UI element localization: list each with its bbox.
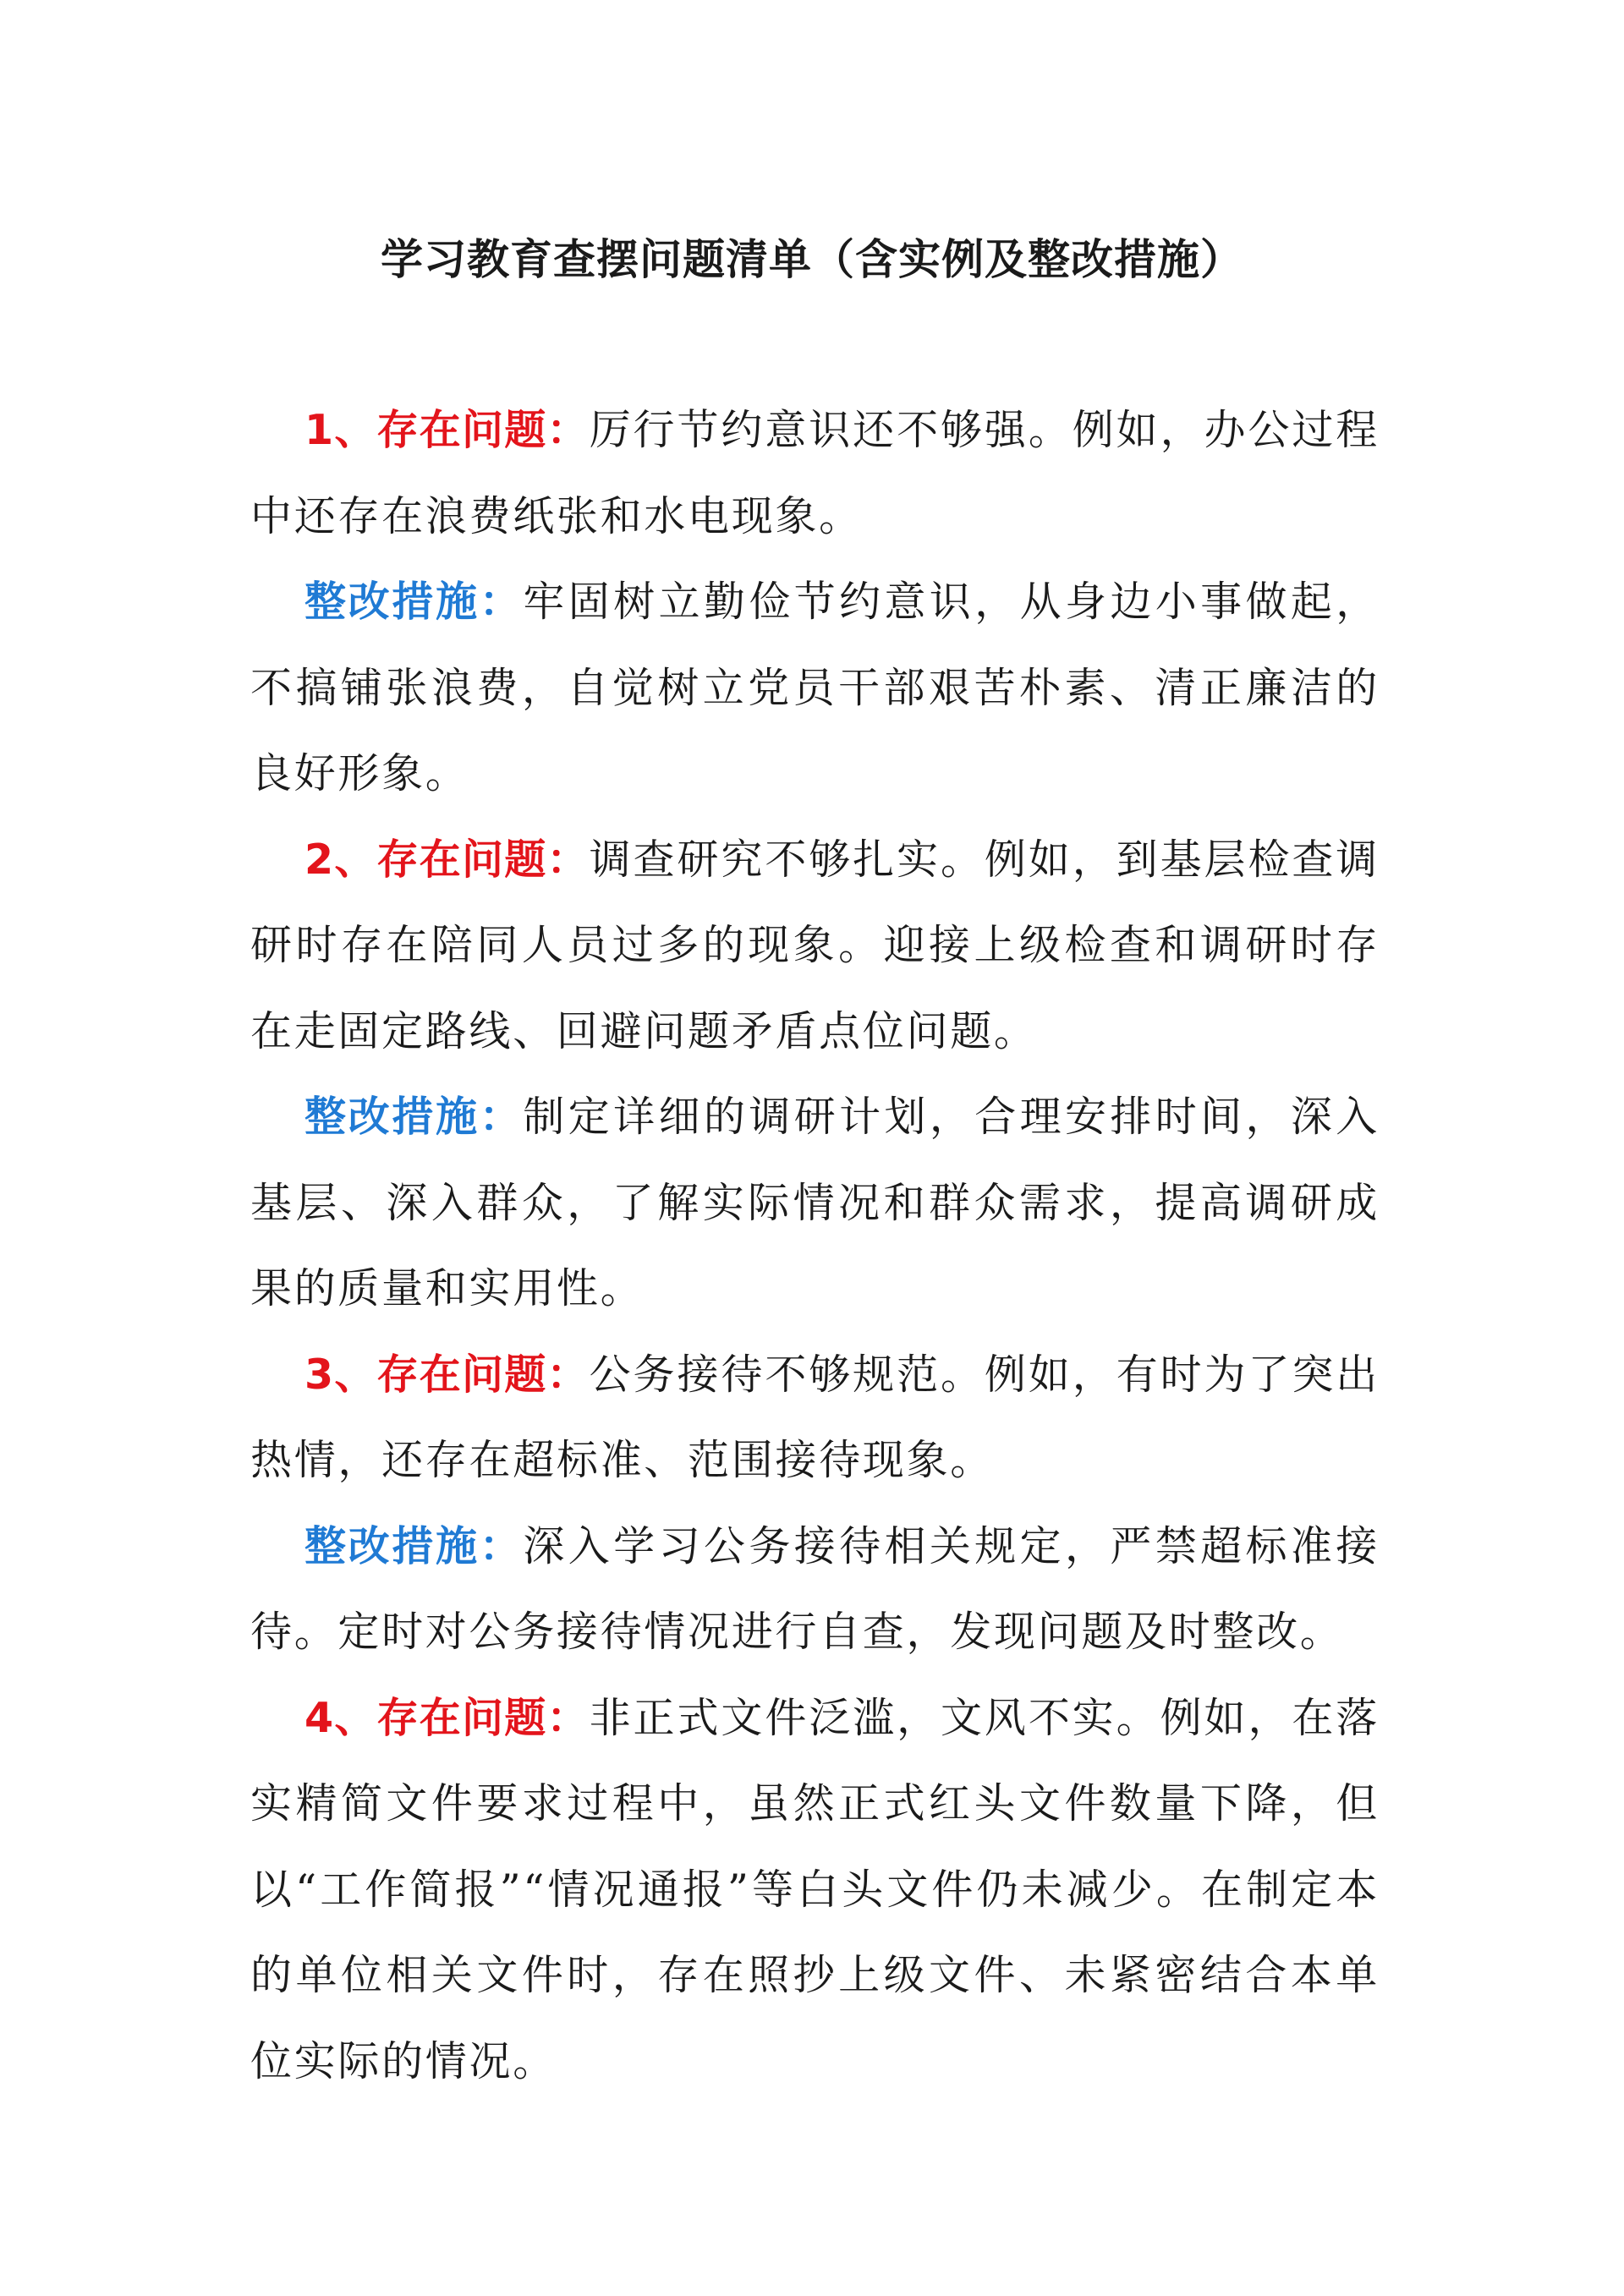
fix-text-1: 牢固树立勤俭节约意识，从身边小事做起，不搞铺张浪费，自觉树立党员干部艰苦朴素、清正廉洁的良好形象。	[250, 578, 1380, 797]
fix-label-1: 整改措施：	[304, 578, 524, 626]
document-title: 学习教育查摆问题清单（含实例及整改措施）	[381, 235, 1243, 284]
fix-text-2: 制定详细的调研计划，合理安排时间，深入基层、深入群众，了解实际情况和群众需求，提高调研成果的质量和实用性。	[250, 1093, 1380, 1312]
problem-label-4: 4、存在问题：	[304, 1693, 590, 1742]
fix-text-3: 深入学习公务接待相关规定，严禁超标准接待。定时对公务接待情况进行自查，发现问题及时整改。	[250, 1521, 1380, 1656]
problem-text-4: 非正式文件泛滥，文风不实。例如，在落实精简文件要求过程中，虽然正式红头文件数量下降，但以“工作简报”“情况通报”等白头文件仍未减少。在制定本的单位相关文件时，存在照抄上级文件、未紧密结合本单位实际的情况。	[250, 1693, 1380, 2085]
problem-label-2: 2、存在问题：	[304, 835, 590, 884]
problem-paragraph-1	[250, 387, 1380, 559]
problem-label-3: 3、存在问题：	[304, 1350, 590, 1399]
fix-paragraph-2	[250, 1074, 1380, 1332]
problem-paragraph-4	[250, 1675, 1380, 2105]
document-body	[250, 387, 1380, 2104]
problem-text-2: 调查研究不够扎实。例如，到基层检查调研时存在陪同人员过多的现象。迎接上级检查和调研时存在走固定路线、回避问题矛盾点位问题。	[250, 835, 1380, 1055]
problem-paragraph-2	[250, 817, 1380, 1075]
fix-label-2: 整改措施：	[304, 1093, 524, 1141]
fix-paragraph-1	[250, 559, 1380, 817]
problem-paragraph-3	[250, 1332, 1380, 1504]
problem-text-1: 厉行节约意识还不够强。例如，办公过程中还存在浪费纸张和水电现象。	[250, 406, 1380, 540]
fix-label-3: 整改措施：	[304, 1521, 524, 1570]
fix-paragraph-3	[250, 1504, 1380, 1675]
problem-text-3: 公务接待不够规范。例如，有时为了突出热情，还存在超标准、范围接待现象。	[250, 1350, 1380, 1484]
problem-label-1: 1、存在问题：	[304, 406, 590, 454]
